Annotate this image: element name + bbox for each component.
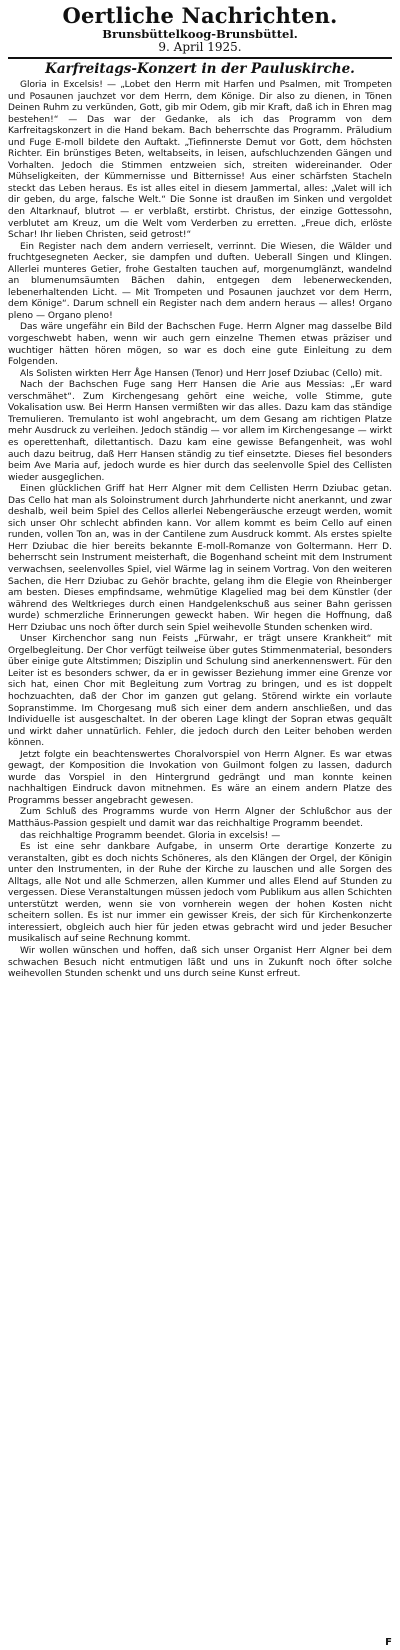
- section-title: Oertliche Nachrichten.: [62, 3, 338, 28]
- masthead: [8, 4, 392, 54]
- article-paragraph: Gloria in Excelsis! — „Lobet den Herrn mit Harfen und Psalmen, mit Trompeten und Posaunen jauchzet vor dem Herrn, dem Könige. Dir also zu dienen, in Tönen Deinen Ruhm zu verkünden, Gott, gib mir Odem, gib mir Kraft, daß ich in Ehren mag bestehen!“ — Das war der Gedanke, als ich das Programm von dem Karfreitagskonzert in die Hand bekam. Bach beherrschte das Programm. Präludium und Fuge E-moll bildete den Auftakt. „Tiefinnerste Demut vor Gott, dem höchsten Richter. Ein brünstiges Beten, weltabseits, in leisen, aufschluchzenden Gängen und Vorhalten. Jedoch die Stimmen entzweien sich, streiten widereinander. Oder Mühseligkeiten, der Kümmernisse und Bitternisse! Aus einer schärfsten Stacheln steckt das Leben heraus. Es ist alles eitel in diesem Jammertal, alles: „Valet will ich dir geben, du arge, falsche Welt.“ Die Sonne ist draußen im Sinken und vergoldet den Altarknauf, blutrot — er verblaßt, erstirbt. Christus, der einzige Gottessohn, verblutet am Kreuz, um die Welt vom Verderben zu erretten. „Freue dich, erlöste Schar! Ihr lieben Christen, seid getrost!“: [8, 80, 392, 241]
- newspaper-page: [8, 0, 392, 1650]
- article-paragraph: Einen glücklichen Griff hat Herr Algner mit dem Cellisten Herrn Dziubac getan. Das Cello hat man als Soloinstrument durch Jahrhunderte nicht anerkannt, und zwar deshalb, weil beim Spiel des Cellos allerlei Nebengeräusche erzeugt werden, womit sich unser Ohr schlecht abfinden kann. Vor allem kommt es beim Cello auf einen runden, vollen Ton an, was in der Cantilene zum Ausdruck kommt. Als erstes spielte Herr Dziubac die hier bereits bekannte E-moll-Romanze von Goltermann. Herr D. beherrscht sein Instrument meisterhaft, die Bogenhand scheint mit dem Instrument verwachsen, seelenvolles Spiel, viel Wärme lag in seinem Vortrag. Von den weiteren Sachen, die Herr Dziubac zu Gehör brachte, gelang ihm die Elegie von Rheinberger am besten. Dieses empfindsame, wehmütige Klagelied mag bei dem Künstler (der während des Weltkrieges durch einen Handgelenkschuß aus seiner Bahn gerissen wurde) schmerzliche Erinnerungen geweckt haben. Wir hegen die Hoffnung, daß Herr Dziubac uns noch öfter durch sein Spiel weihevolle Stunden schenken wird.: [8, 484, 392, 633]
- article-paragraph: Zum Schluß des Programms wurde von Herrn Algner der Schlußchor aus der Matthäus-Passion gespielt und damit war das reichhaltige Programm beendet.: [8, 807, 392, 829]
- article-paragraph: Ein Register nach dem andern verrieselt, verrinnt. Die Wiesen, die Wälder und fruchtgesegneten Aecker, sie dampfen und duften. Ueberall Singen und Klingen. Allerlei munteres Getier, frohe Gestalten tauchen auf, morgenumglänzt, wandelnd an blumenumsäumten Bächen dahin, entgegen dem lebenerweckenden, lebenerhaltenden Licht. — Mit Trompeten und Posaunen jauchzet vor dem Herrn, dem Könige“. Darum schnell ein Register nach dem andern heraus — alles! Organo pleno — Organo pleno!: [8, 241, 392, 321]
- article-headline: Karfreitags-Konzert in der Pauluskirche.: [45, 61, 355, 77]
- article-paragraph: das reichhaltige Programm beendet. Gloria in excelsis! —: [20, 830, 281, 841]
- date: 9. April 1925.: [158, 40, 242, 54]
- article-paragraph: Nach der Bachschen Fuge sang Herr Hansen die Arie aus Messias: „Er ward verschmähet“. Zum Kirchengesang gehört eine weiche, volle Stimme, gute Vokalisation usw. Bei Herrn Hansen vermißten wir das alles. Dazu kam das ständige Tremulieren. Tremulanto ist wohl angebracht, um dem Gesang am richtigen Platze mehr Ausdruck zu verleihen. Jedoch ständig — vor allem im Kirchengesange — wirkt es operettenhaft, dilettantisch. Dazu kam eine gewisse Befangenheit, was wohl auch dazu beitrug, daß Herr Hansen ständig zu tief einsetzte. Dieses fiel besonders beim Ave Maria auf, jedoch wurde es hier durch das seelenvolle Spiel des Cellisten wieder ausgeglichen.: [8, 380, 392, 483]
- article-paragraph: Jetzt folgte ein beachtenswertes Choralvorspiel von Herrn Algner. Es war etwas gewagt, der Komposition die Invokation von Guilmont folgen zu lassen, dadurch wurde das Vorspiel in den Hintergrund gedrängt und man konnte keinen nachhaltigen Eindruck davon mitnehmen. Es wäre an einem andern Platze des Programms besser angebracht gewesen.: [8, 749, 392, 806]
- divider-rule: [8, 57, 392, 59]
- article-paragraph: Es ist eine sehr dankbare Aufgabe, in unserm Orte derartige Konzerte zu veranstalten, gibt es doch nichts Schöneres, als den Klängen der Orgel, der Königin unter den Instrumenten, in der Ruhe der Kirche zu lauschen und alle Sorgen des Alltags, alle Not und alle Schmerzen, allen Kummer und alles Elend auf Stunden zu vergessen. Diese Veranstaltungen müssen jedoch vom Publikum aus allen Schichten unterstützt werden, wenn sie von vornherein wegen der hohen Kosten nicht scheitern sollen. Es ist nur immer ein gewisser Kreis, der sich für Kirchenkonzerte interessiert, obgleich auch hier für jeden etwas gebracht wird und jeder Besucher musikalisch auf seine Rechnung kommt.: [8, 842, 392, 945]
- article-paragraph: Unser Kirchenchor sang nun Feists „Fürwahr, er trägt unsere Krankheit“ mit Orgelbegleitung. Der Chor verfügt teilweise über gutes Stimmenmaterial, besonders über einige gute Altstimmen; Disziplin und Schulung sind anerkennenswert. Für den Leiter ist es besonders schwer, da er in gewisser Beziehung immer eine Grenze vor sich hat, einen Chor mit Begleitung zum Vortrag zu bringen, und es ist doppelt hochzuachten, daß der Chor im ganzen gut gelang. Störend wirkte ein vorlaute Sopranstimme. Im Chorgesang muß sich einer dem andern anschließen, und das Individuelle ist ausgeschaltet. In der oberen Lage klingt der Sopran etwas gequält und wirkt daher unnatürlich. Fehler, die jedoch durch den Leiter behoben werden können.: [8, 634, 392, 749]
- article-paragraph: Wir wollen wünschen und hoffen, daß sich unser Organist Herr Algner bei dem schwachen Besuch nicht entmutigen läßt und uns in Zukunft noch öfter solche weihevollen Stunden schenkt und uns durch seine Kunst erfreut.: [8, 946, 392, 980]
- article-paragraph: Das wäre ungefähr ein Bild der Bachschen Fuge. Herrn Algner mag dasselbe Bild vorgeschwebt haben, wenn wir auch gern einzelne Themen etwas präziser und wuchtiger hätten hören mögen, so war es doch eine gute Einleitung zu dem Folgenden.: [8, 322, 392, 368]
- author-signature: F: [385, 1637, 392, 1648]
- dateline: Brunsbüttelkoog-Brunsbüttel.: [102, 27, 298, 41]
- article-body: [8, 80, 392, 981]
- article-paragraph: Als Solisten wirkten Herr Åge Hansen (Tenor) und Herr Josef Dziubac (Cello) mit.: [20, 368, 383, 379]
